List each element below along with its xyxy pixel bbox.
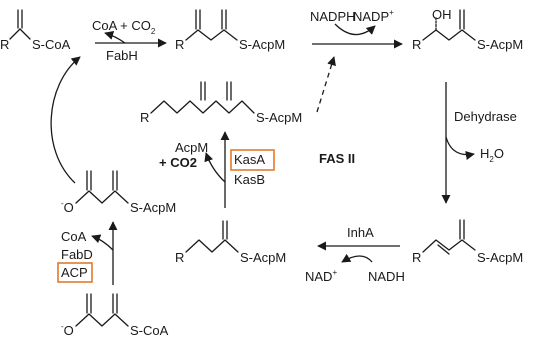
water-label: $H_2O$ <box>480 146 504 164</box>
coa-release-curve <box>92 236 113 250</box>
hydroxyacyl-r-label: R <box>412 37 422 52</box>
hydroxyacyl-sacp-label: S-AcpM <box>477 37 524 52</box>
acyl-coa-sco-label: S-CoA <box>32 37 71 52</box>
malonyl-coa-o-label: -O <box>61 322 74 338</box>
elongated-ketoacyl-acpm-structure <box>140 82 302 125</box>
water-release-curve <box>446 137 474 155</box>
nad-label: NAD+ <box>305 268 338 284</box>
nadh-curve <box>342 256 372 262</box>
malonyl-coa-structure <box>61 294 169 338</box>
enoyl-sacp-label: S-AcpM <box>477 250 524 265</box>
coa-co2-release-curve <box>105 33 125 43</box>
acyl-coa-structure <box>0 10 71 52</box>
hydroxyacyl-acpm-structure <box>412 7 523 52</box>
acp-label: ACP <box>61 265 88 280</box>
fabh-label: FabH <box>106 48 138 63</box>
enoyl-r-label: R <box>412 250 422 265</box>
enoyl-acpm-structure <box>412 220 523 265</box>
acyl-acpm-r-label: R <box>175 250 185 265</box>
kasb-label: KasB <box>234 172 266 187</box>
acyl-acpm-structure <box>175 221 286 265</box>
malonyl-to-fabh-curve-arrow <box>51 57 80 183</box>
cycle-repeat-dashed-arrow <box>317 57 334 112</box>
coa-co2-label: CoA + $CO_2$ <box>92 18 156 36</box>
malonyl-acpm-sacp-label: S-AcpM <box>130 200 177 215</box>
inha-label: InhA <box>347 225 374 240</box>
acyl-coa-r-label: R <box>0 37 10 52</box>
coa-label: CoA <box>61 229 87 244</box>
fabd-label: FabD <box>61 247 93 262</box>
ketoacyl-sacp-label: S-AcpM <box>239 37 286 52</box>
fas-ii-label: FAS II <box>319 151 356 166</box>
nadh-label: NADH <box>368 269 405 284</box>
malonyl-coa-sco-label: S-CoA <box>130 323 169 338</box>
acpm-label: AcpM <box>175 140 209 155</box>
nadph-curve <box>335 24 375 35</box>
nadp-label: NADP+ <box>353 8 394 24</box>
co2-label: + CO2 <box>159 155 197 170</box>
dehydrase-label: Dehydrase <box>454 109 517 124</box>
elongated-r-label: R <box>140 110 150 125</box>
malonyl-acpm-o-label: -O <box>61 199 74 215</box>
hydroxyacyl-oh-label: OH <box>432 7 452 22</box>
acyl-acpm-sacp-label: S-AcpM <box>240 250 287 265</box>
acpm-co2-release-curve <box>206 153 225 182</box>
elongated-sacp-label: S-AcpM <box>256 110 303 125</box>
ketoacyl-r-label: R <box>175 37 185 52</box>
kasa-label: KasA <box>234 152 266 167</box>
malonyl-acpm-structure <box>61 171 176 215</box>
ketoacyl-acpm-structure <box>175 10 285 52</box>
nadph-label: NADPH <box>310 9 356 24</box>
